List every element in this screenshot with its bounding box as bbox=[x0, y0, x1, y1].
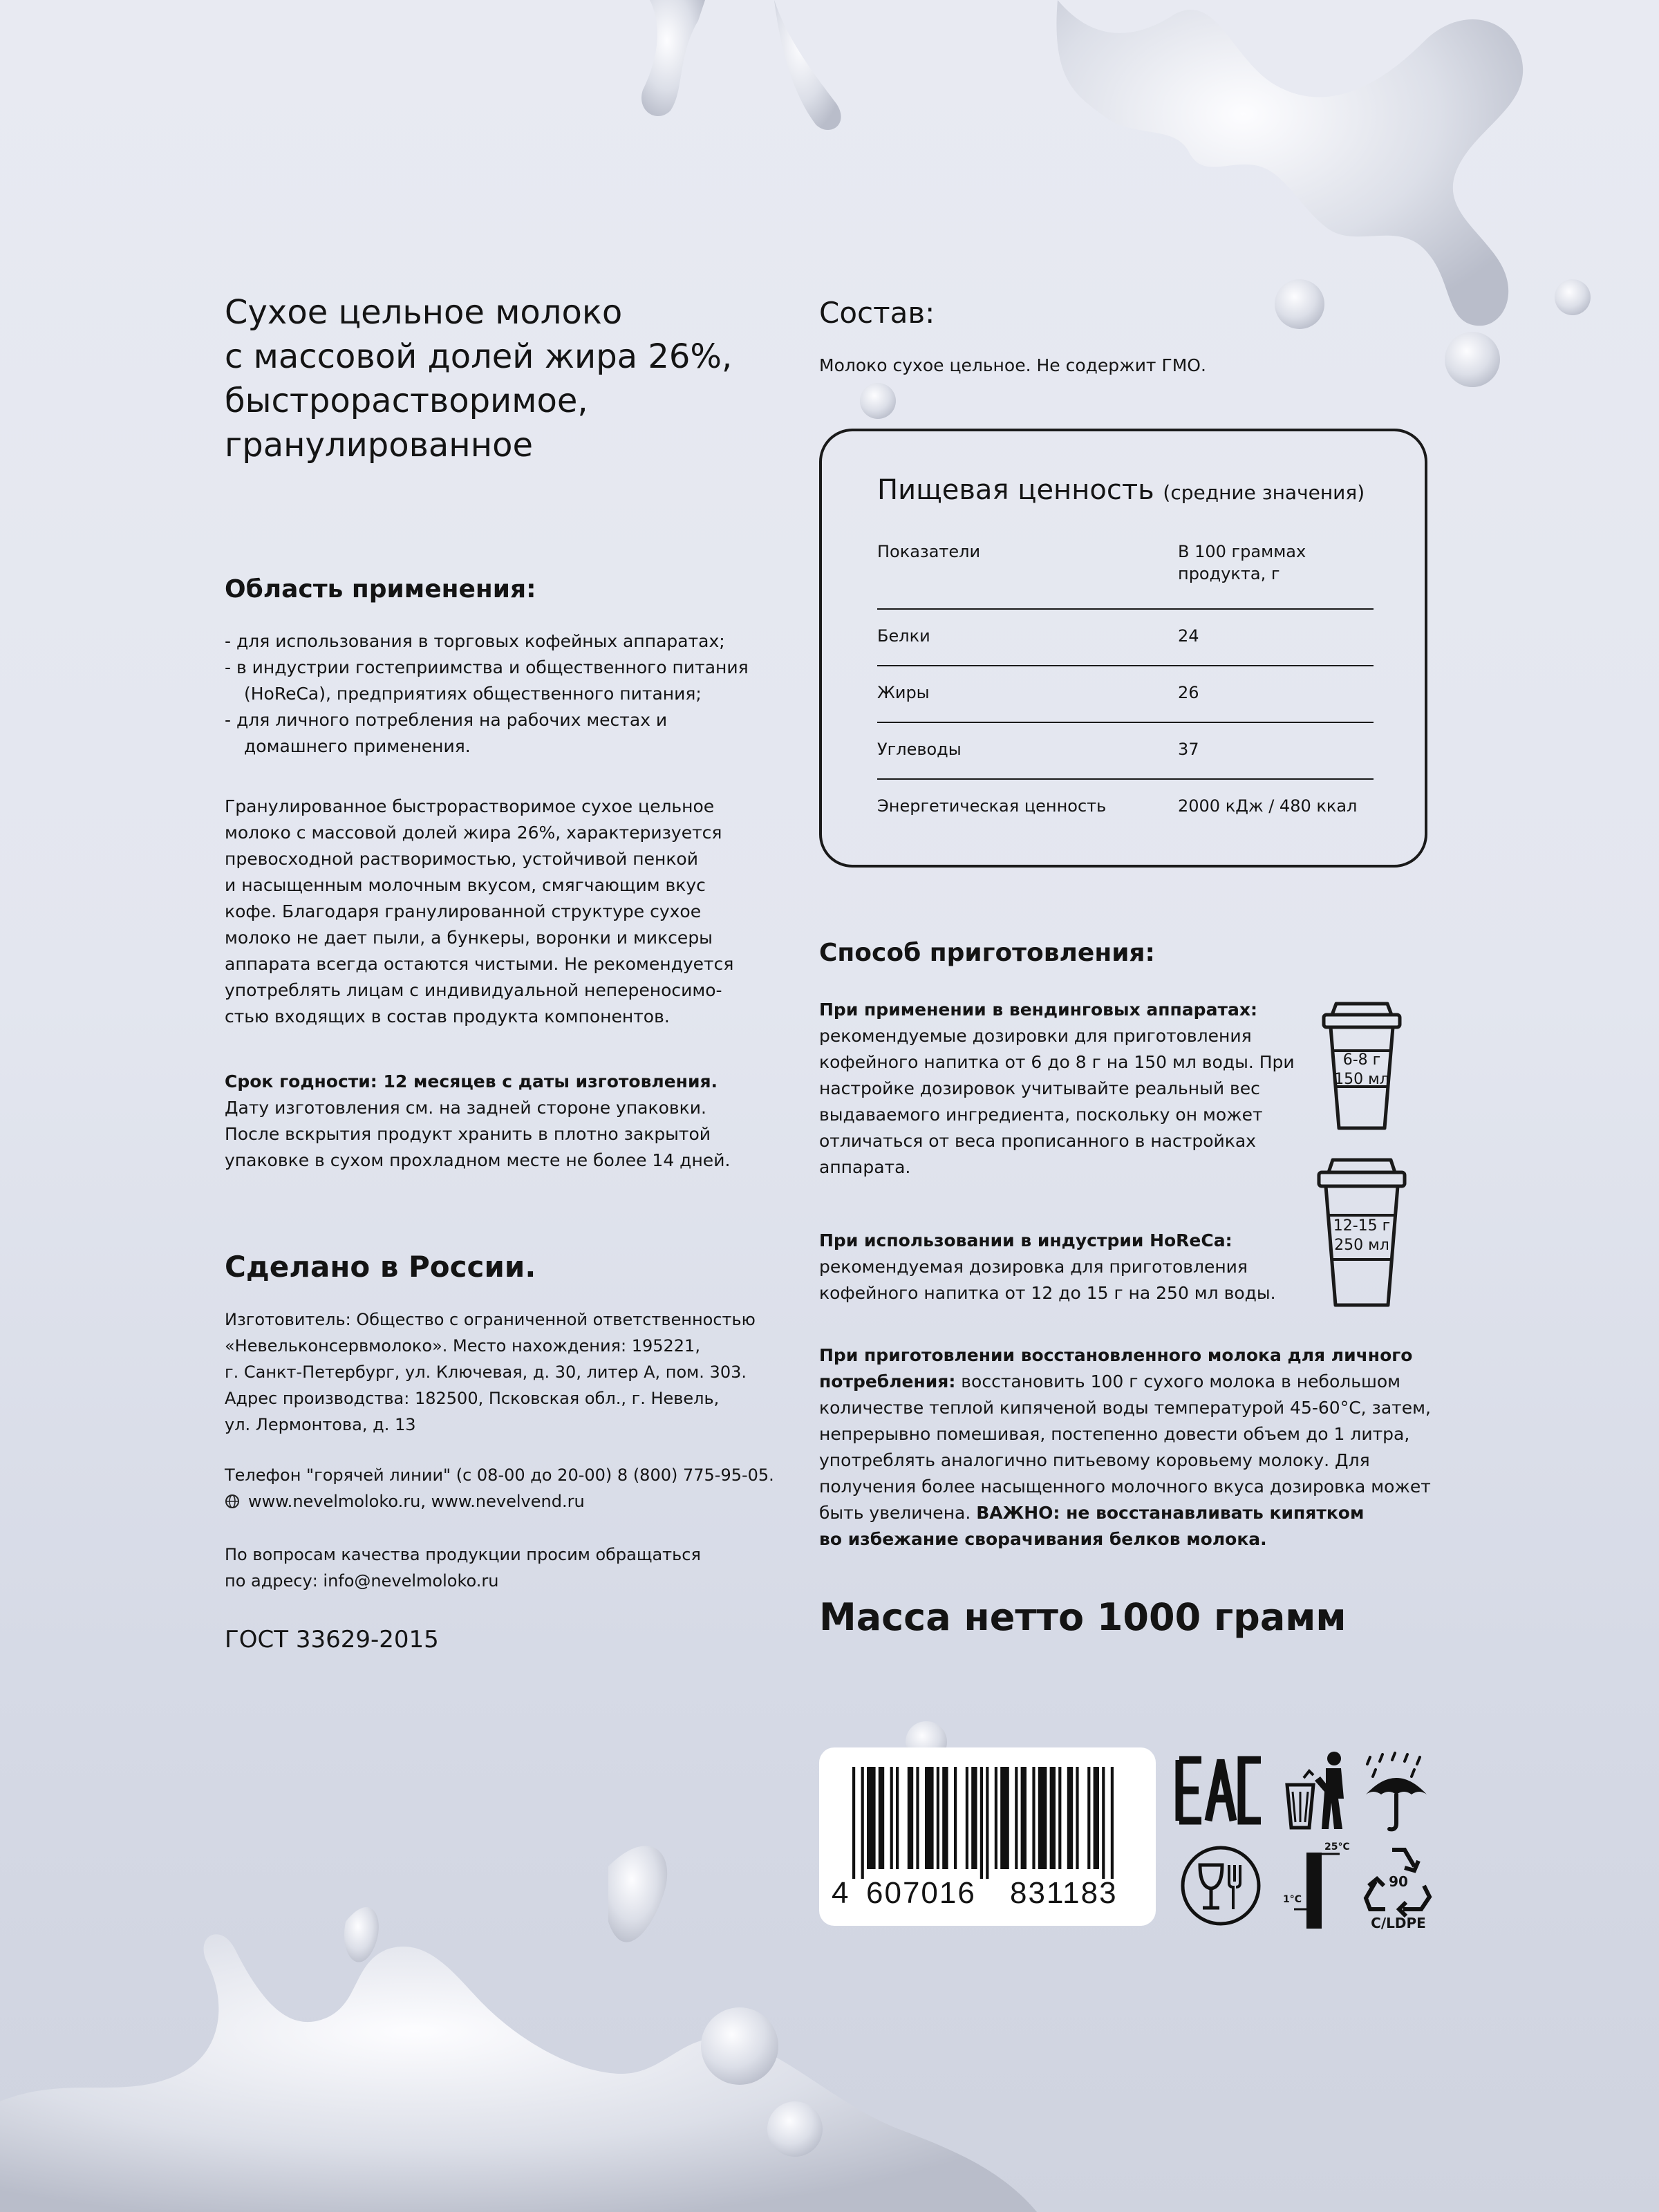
nutrition-title-text: Пищевая ценность bbox=[877, 474, 1154, 506]
barcode-bar bbox=[879, 1767, 884, 1869]
divider bbox=[877, 722, 1374, 723]
composition-heading: Состав: bbox=[819, 296, 935, 330]
manufacturer-info: Изготовитель: Общество с ограниченной ответственностью «Невельконсервмолоко». Место нахождения: 195221, г. Санкт-Петербург, ул. Ключевая, д. 30, литер А, пом. 303. Адрес производства: 182500, Псковская обл., г. Невель, ул. Лермонтова, д. 13 bbox=[225, 1310, 756, 1434]
vending-text: рекомендуемые дозировки для приготовления кофейного напитка от 6 до 8 г на 150 мл воды. При настройке дозировок учитывайте реальный вес выдаваемого ингредиента, поскольку он может отличаться от веса прописанного в настройках аппарата. bbox=[819, 1026, 1295, 1177]
row-label: Белки bbox=[877, 626, 930, 646]
horeca-instructions bbox=[819, 1228, 1303, 1306]
list-item: - для личного потребления на рабочих местах и домашнего применения. bbox=[225, 710, 668, 756]
coffee-cup-small bbox=[1317, 1001, 1407, 1132]
row-value: 37 bbox=[1178, 740, 1199, 759]
recycle-mark bbox=[1360, 1843, 1436, 1933]
barcode-bar bbox=[925, 1767, 934, 1869]
header-indicator: Показатели bbox=[877, 542, 981, 561]
nutrition-subtitle: (средние значения) bbox=[1163, 481, 1365, 504]
coffee-cup-large bbox=[1313, 1157, 1410, 1309]
shelf-life bbox=[225, 1069, 778, 1174]
header-per-100g: В 100 граммах продукта, г bbox=[1178, 542, 1306, 583]
gost-standard: ГОСТ 33629-2015 bbox=[225, 1626, 439, 1653]
horeca-text: рекомендуемая дозировка для приготовления кофейного напитка от 12 до 15 г на 250 мл воды. bbox=[819, 1257, 1276, 1303]
cup-large-dosage: 12-15 г 250 мл bbox=[1333, 1217, 1391, 1254]
eac-mark-icon bbox=[1175, 1756, 1265, 1825]
globe-icon bbox=[225, 1494, 240, 1509]
divider bbox=[877, 778, 1374, 780]
barcode-bar bbox=[980, 1767, 983, 1879]
barcode-bar bbox=[986, 1767, 988, 1879]
row-value: 26 bbox=[1178, 683, 1199, 702]
barcode-bar bbox=[852, 1767, 855, 1879]
barcode-bar bbox=[1076, 1767, 1078, 1869]
product-description: Гранулированное быстрорастворимое сухое цельное молоко с массовой долей жира 26%, характеризуется превосходной растворимостью, устойчивой пенкой и насыщенным молочным вкусом, смягчающим вкус кофе. Благодаря гранулированной структуре сухое молоко не дает пыли, а бункеры, воронки и миксеры аппарата всегда остаются чистыми. Не рекомендуется употреблять лицам с индивидуальной непереносимо- стью входящих в состав продукта компонентов. bbox=[225, 796, 734, 1027]
barcode-bar bbox=[861, 1767, 864, 1879]
barcode-bar bbox=[954, 1767, 957, 1869]
made-in-heading: Сделано в России. bbox=[225, 1250, 536, 1284]
quality-contact: По вопросам качества продукции просим обращаться по адресу: info@nevelmoloko.ru bbox=[225, 1545, 701, 1591]
personal-instructions bbox=[819, 1342, 1455, 1553]
warning-text: ВАЖНО: не восстанавливать кипятком во избежание сворачивания белков молока. bbox=[819, 1503, 1365, 1549]
hotline: Телефон "горячей линии" (с 08-00 до 20-00) 8 (800) 775-95-05. bbox=[225, 1465, 774, 1485]
barcode-bar bbox=[1038, 1767, 1047, 1869]
divider bbox=[877, 665, 1374, 666]
barcode-bar bbox=[1094, 1767, 1099, 1869]
barcode-bar bbox=[1021, 1767, 1027, 1869]
barcode-bar bbox=[1032, 1767, 1035, 1869]
barcode-bar bbox=[916, 1767, 919, 1869]
recycle-code: 90 bbox=[1389, 1873, 1408, 1890]
preparation-heading: Способ приготовления: bbox=[819, 939, 1155, 967]
horeca-title: При использовании в индустрии HoReCa: bbox=[819, 1230, 1232, 1250]
barcode bbox=[819, 1747, 1156, 1926]
thermometer-icon bbox=[1280, 1843, 1356, 1933]
barcode-bar bbox=[1111, 1767, 1114, 1879]
barcode-first-digit: 4 bbox=[832, 1876, 850, 1910]
vending-title: При применении в вендинговых аппаратах: bbox=[819, 1000, 1257, 1020]
umbrella-rain-icon bbox=[1362, 1752, 1431, 1833]
title-line: гранулированное bbox=[225, 426, 533, 465]
cup-small-dosage: 6-8 г 150 мл bbox=[1334, 1051, 1389, 1088]
barcode-bar bbox=[1067, 1767, 1073, 1869]
barcode-bar bbox=[942, 1767, 948, 1869]
shelf-life-title: Срок годности: 12 месяцев с даты изготовления. bbox=[225, 1071, 718, 1091]
recycle-material: C/LDPE bbox=[1371, 1915, 1426, 1931]
nutrition-table bbox=[819, 429, 1427, 868]
vending-instructions bbox=[819, 997, 1303, 1181]
barcode-bar bbox=[1102, 1767, 1105, 1879]
title-line: Сухое цельное молоко bbox=[225, 293, 623, 332]
temperature-mark bbox=[1280, 1843, 1356, 1933]
barcode-bar bbox=[1058, 1767, 1061, 1869]
composition-text: Молоко сухое цельное. Не содержит ГМО. bbox=[819, 355, 1206, 375]
row-label: Жиры bbox=[877, 683, 930, 702]
barcode-bar bbox=[937, 1767, 939, 1869]
title-line: быстрорастворимое, bbox=[225, 382, 588, 420]
barcode-bar bbox=[995, 1767, 997, 1869]
barcode-bar bbox=[908, 1767, 913, 1869]
personal-title: При приготовлении восстановленного молока для личного потребления: bbox=[819, 1345, 1413, 1391]
title-line: с массовой долей жира 26%, bbox=[225, 337, 733, 376]
barcode-bar bbox=[966, 1767, 968, 1869]
barcode-bar bbox=[890, 1767, 893, 1869]
product-title bbox=[225, 290, 778, 467]
barcode-bar bbox=[1087, 1767, 1090, 1869]
application-heading: Область применения: bbox=[225, 575, 536, 603]
barcode-bar bbox=[896, 1767, 899, 1869]
barcode-bar bbox=[971, 1767, 977, 1869]
shelf-life-text: Дату изготовления см. на задней стороне упаковки. После вскрытия продукт хранить в плотно закрытой упаковке в сухом прохладном месте не более 14 дней. bbox=[225, 1098, 731, 1170]
application-list bbox=[225, 628, 778, 760]
websites bbox=[225, 1488, 585, 1515]
tidyman-icon bbox=[1283, 1750, 1352, 1832]
food-contact-icon bbox=[1179, 1844, 1262, 1927]
barcode-group-left: 607016 bbox=[866, 1876, 976, 1910]
net-weight: Масса нетто 1000 грамм bbox=[819, 1595, 1347, 1639]
nutrition-title bbox=[877, 474, 1365, 506]
row-value: 24 bbox=[1178, 626, 1199, 646]
barcode-bar bbox=[867, 1767, 876, 1869]
temp-min: 1°C bbox=[1283, 1894, 1302, 1905]
barcode-bar bbox=[1050, 1767, 1056, 1869]
personal-text: восстановить 100 г сухого молока в небольшом количестве теплой кипяченой воды температурой 45-60°С, затем, непрерывно помешивая, постепенно довести объем до 1 литра, употреблять аналогично питьевому коровьему молоку. Для получения более насыщенного молочного вкуса дозировка может быть увеличена. bbox=[819, 1371, 1431, 1523]
barcode-bar bbox=[1015, 1767, 1018, 1869]
barcode-group-right: 831183 bbox=[1010, 1876, 1118, 1910]
row-label: Энергетическая ценность bbox=[877, 796, 1107, 816]
list-item: - в индустрии гостеприимства и общественного питания (HoReCa), предприятиях общественного питания; bbox=[225, 657, 749, 704]
divider bbox=[877, 608, 1374, 610]
row-label: Углеводы bbox=[877, 740, 962, 759]
list-item: - для использования в торговых кофейных аппаратах; bbox=[225, 631, 725, 651]
eac-mark bbox=[1175, 1756, 1265, 1828]
websites-text: www.nevelmoloko.ru, www.nevelvend.ru bbox=[248, 1492, 585, 1511]
row-value: 2000 кДж / 480 ккал bbox=[1178, 796, 1358, 816]
barcode-bar bbox=[1000, 1767, 1009, 1869]
temp-max: 25°C bbox=[1324, 1841, 1350, 1853]
